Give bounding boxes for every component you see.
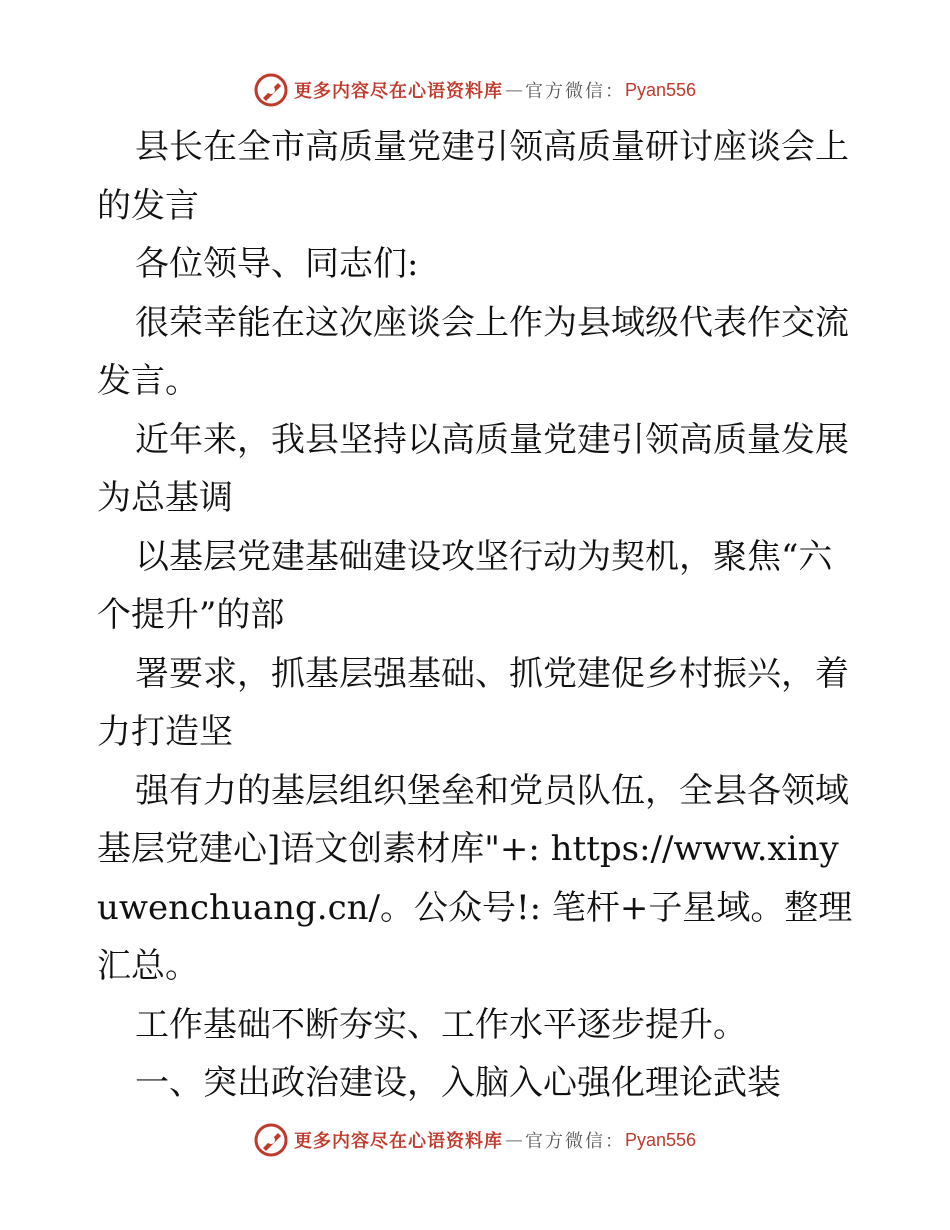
paragraph-with-source-note: 强有力的基层组织堡垒和党员队伍，全县各领域基层党建心]语文创素材库"+: https://www.xinyuwenchuang.cn/。公众号!: 笔杆+子星域。整理汇总。 — [97, 770, 853, 986]
watermark-separator: — — [504, 1129, 523, 1151]
watermark-wechat-id: Pyan556 — [624, 79, 697, 100]
document-body — [97, 118, 855, 1113]
watermark-official-label: 官方微信： — [524, 1131, 625, 1152]
watermark-wechat-id: Pyan556 — [624, 1129, 697, 1150]
pen-logo-icon — [254, 73, 288, 107]
document-title: 县长在全市高质量党建引领高质量研讨座谈会上的发言 — [97, 127, 849, 226]
watermark-separator: — — [504, 79, 523, 101]
pen-logo-icon — [254, 1123, 288, 1157]
section-heading: 一、突出政治建设，入脑入心强化理论武装 — [135, 1063, 781, 1103]
paragraph: 署要求，抓基层强基础、抓党建促乡村振兴，着力打造坚 — [97, 653, 849, 752]
paragraph: 很荣幸能在这次座谈会上作为县域级代表作交流发言。 — [97, 302, 849, 401]
watermark-official-label: 官方微信： — [524, 81, 625, 102]
salutation: 各位领导、同志们: — [135, 244, 419, 284]
paragraph: 近年来，我县坚持以高质量党建引领高质量发展为总基调 — [97, 419, 849, 518]
watermark-banner-bottom — [0, 1120, 950, 1160]
watermark-main-text: 更多内容尽在心语资料库 — [293, 81, 503, 102]
paragraph: 工作基础不断夯实、工作水平逐步提升。 — [135, 1004, 747, 1045]
watermark-main-text: 更多内容尽在心语资料库 — [293, 1131, 503, 1152]
paragraph: 以基层党建基础建设攻坚行动为契机，聚焦“六个提升”的部 — [97, 536, 833, 635]
watermark-banner-top — [0, 70, 950, 110]
